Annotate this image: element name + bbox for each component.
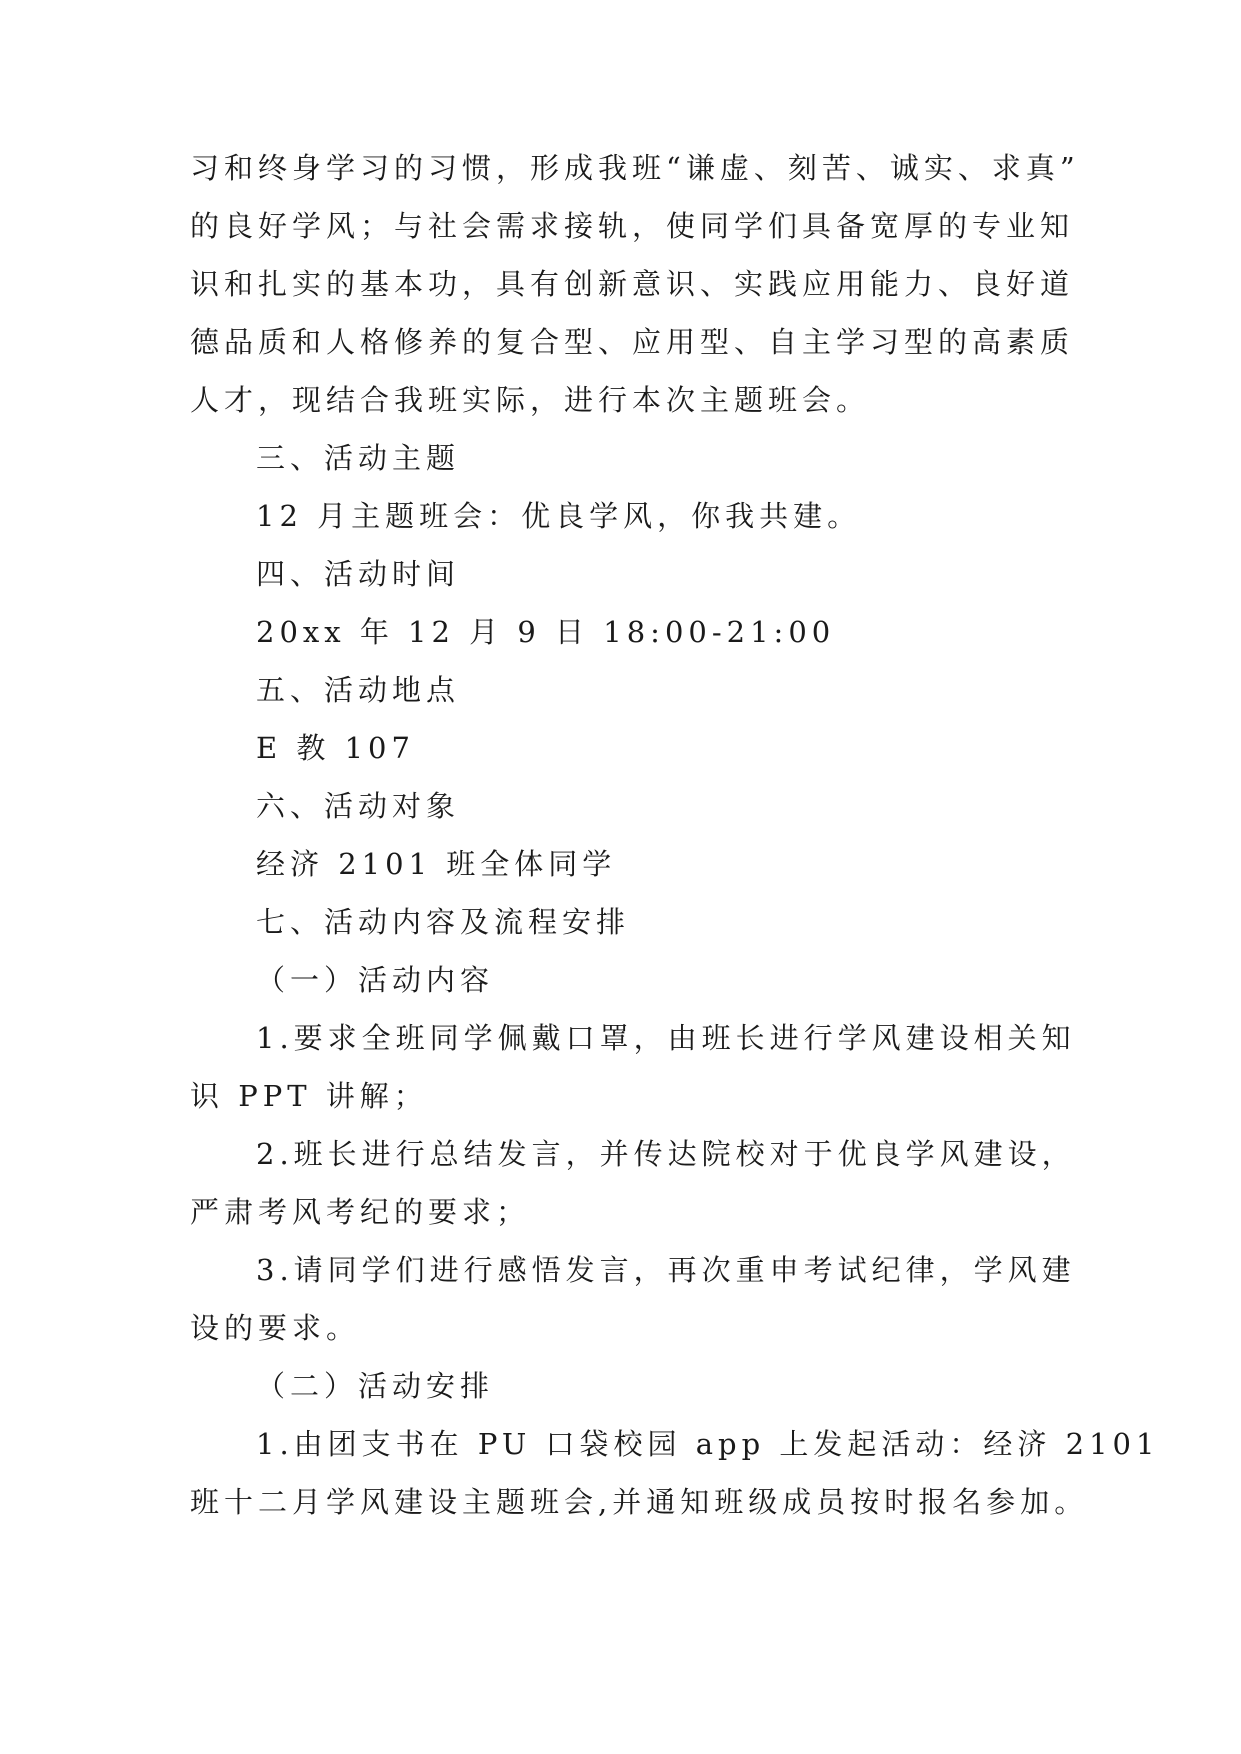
section-heading-content: 七、活动内容及流程安排 (256, 905, 631, 939)
location-value: E 教 107 (256, 731, 415, 765)
list-item-line: 1.要求全班同学佩戴口罩，由班长进行学风建设相关知 (256, 1021, 1076, 1055)
subsection-heading-arrangement: （二）活动安排 (256, 1369, 495, 1403)
section-heading-audience: 六、活动对象 (256, 789, 461, 823)
section-heading-location: 五、活动地点 (256, 673, 461, 707)
paragraph-line: 识和扎实的基本功，具有创新意识、实践应用能力、良好道 (190, 267, 1075, 301)
theme-value: 12 月主题班会：优良学风，你我共建。 (256, 499, 862, 533)
paragraph-line: 德品质和人格修养的复合型、应用型、自主学习型的高素质 (190, 325, 1075, 359)
section-heading-theme: 三、活动主题 (256, 441, 461, 475)
list-item-line: 设的要求。 (190, 1311, 361, 1345)
paragraph-line: 人才，现结合我班实际，进行本次主题班会。 (190, 383, 871, 417)
list-item-line: 2.班长进行总结发言，并传达院校对于优良学风建设， (256, 1137, 1076, 1171)
audience-value: 经济 2101 班全体同学 (256, 847, 617, 881)
time-value: 20xx 年 12 月 9 日 18:00-21:00 (256, 615, 836, 649)
section-heading-time: 四、活动时间 (256, 557, 461, 591)
list-item-line: 班十二月学风建设主题班会,并通知班级成员按时报名参加。 (190, 1485, 1089, 1519)
list-item-line: 3.请同学们进行感悟发言，再次重申考试纪律，学风建 (256, 1253, 1076, 1287)
paragraph-line: 的良好学风；与社会需求接轨，使同学们具备宽厚的专业知 (190, 209, 1075, 243)
list-item-line: 严肃考风考纪的要求； (190, 1195, 531, 1229)
subsection-heading-content: （一）活动内容 (256, 963, 495, 997)
list-item-line: 识 PPT 讲解； (190, 1079, 428, 1113)
paragraph-line: 习和终身学习的习惯，形成我班“谦虚、刻苦、诚实、求真” (190, 151, 1080, 185)
list-item-line: 1.由团支书在 PU 口袋校园 app 上发起活动：经济 2101 (256, 1427, 1160, 1461)
